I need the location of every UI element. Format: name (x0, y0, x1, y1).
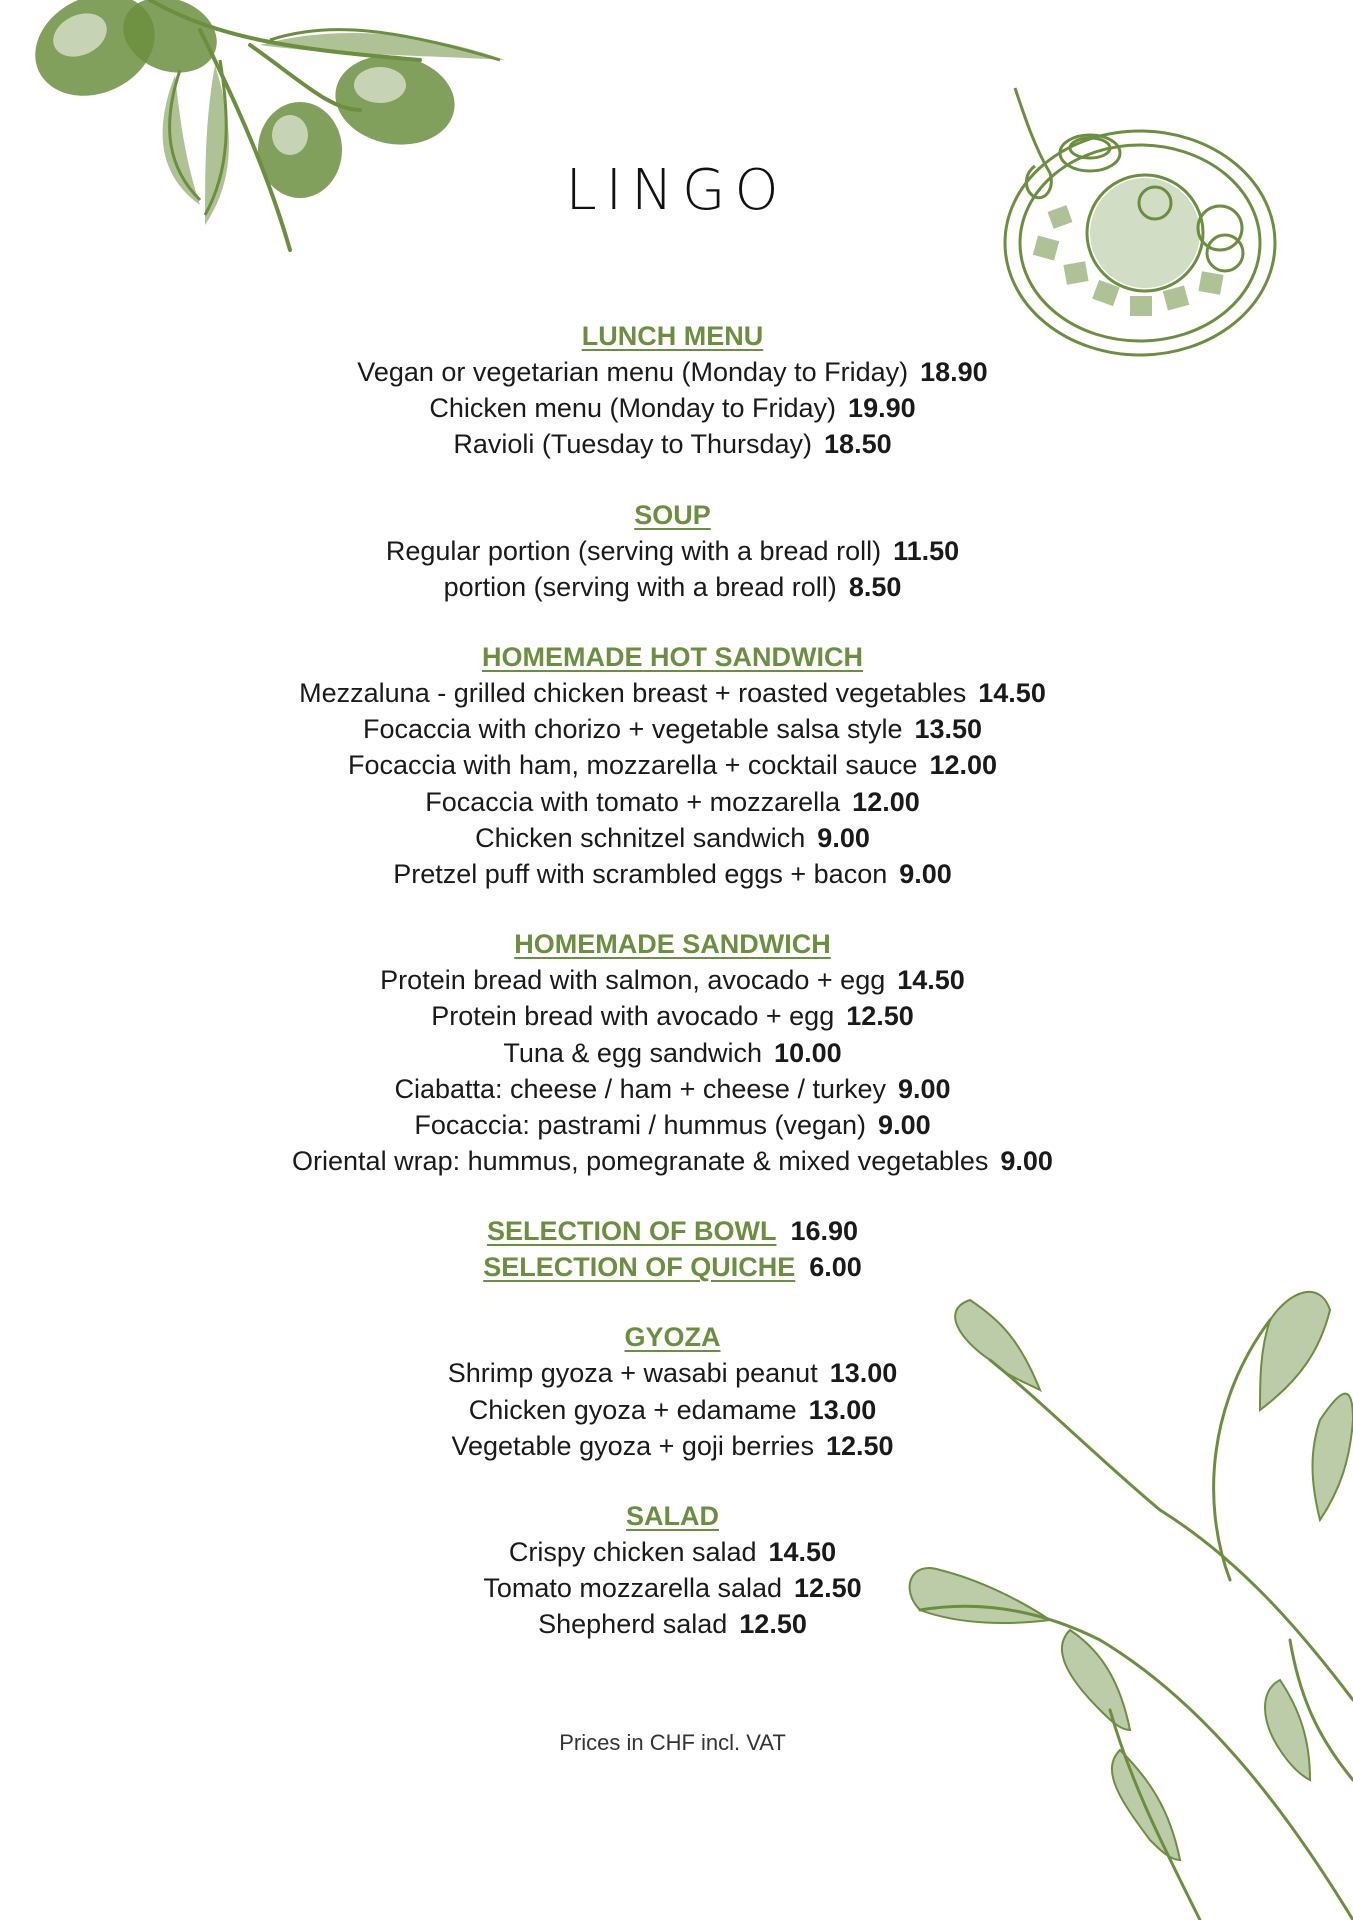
item-price: 9.00 (899, 859, 952, 890)
item-price: 12.50 (739, 1609, 807, 1640)
item-name: Shrimp gyoza + wasabi peanut (447, 1358, 818, 1389)
menu-item (0, 1071, 1345, 1107)
menu-item (0, 962, 1345, 998)
section-heading: SELECTION OF QUICHE (483, 1252, 796, 1283)
item-name: Chicken gyoza + edamame (468, 1394, 797, 1425)
item-name: portion (serving with a bread roll) (443, 571, 837, 602)
menu-item (0, 747, 1345, 783)
item-price: 18.50 (824, 429, 892, 460)
item-name: Tomato mozzarella salad (483, 1573, 783, 1604)
section-lunch-menu (0, 318, 1345, 463)
item-name: Protein bread with salmon, avocado + egg (380, 965, 886, 996)
section-gyoza (0, 1319, 1345, 1464)
menu-list (0, 318, 1345, 1677)
item-price: 19.90 (848, 393, 916, 424)
menu-item (0, 856, 1345, 892)
item-name: Chicken schnitzel sandwich (475, 822, 806, 853)
item-price: 6.00 (809, 1252, 862, 1283)
item-price: 13.00 (808, 1394, 877, 1425)
item-price: 12.50 (794, 1573, 862, 1604)
item-name: Ciabatta: cheese / ham + cheese / turkey (394, 1073, 886, 1104)
item-price: 14.50 (768, 1537, 837, 1568)
item-name: Oriental wrap: hummus, pomegranate & mixed vegetables (292, 1146, 989, 1177)
item-price: 10.00 (774, 1037, 842, 1068)
menu-item (0, 354, 1345, 390)
menu-item (0, 390, 1345, 426)
item-price: 18.90 (920, 357, 988, 387)
item-name: Focaccia with ham, mozzarella + cocktail sauce (347, 750, 918, 781)
menu-item (0, 1428, 1345, 1464)
item-name: Mezzaluna - grilled chicken breast + roasted vegetables (299, 678, 967, 709)
menu-item (0, 784, 1345, 820)
item-name: Pretzel puff with scrambled eggs + bacon (393, 859, 888, 890)
section-heading: SELECTION OF BOWL (486, 1216, 777, 1247)
section-heading: HOMEMADE HOT SANDWICH (482, 642, 863, 673)
item-name: Crispy chicken salad (508, 1537, 757, 1568)
item-price: 13.50 (914, 714, 983, 745)
menu-item (0, 1143, 1345, 1179)
item-price: 9.00 (897, 1073, 951, 1104)
item-price: 9.00 (817, 822, 870, 853)
item-price: 8.50 (848, 571, 902, 602)
item-price: 12.50 (846, 1001, 914, 1032)
section-homemade-sandwich (0, 926, 1345, 1179)
item-name: Protein bread with avocado + egg (431, 1001, 835, 1032)
menu-item (0, 1606, 1345, 1642)
restaurant-title: LINGO (565, 158, 788, 223)
section-salad (0, 1498, 1345, 1643)
menu-item (0, 1035, 1345, 1071)
menu-item (0, 1107, 1345, 1143)
item-price: 9.00 (1000, 1146, 1053, 1177)
menu-item (0, 675, 1345, 711)
section-selections (0, 1213, 1345, 1285)
item-name: Chicken menu (Monday to Friday) (429, 393, 837, 424)
selection-bowl (0, 1213, 1345, 1249)
section-heading: SOUP (634, 499, 711, 530)
section-homemade-hot-sandwich (0, 639, 1345, 892)
item-name: Tuna & egg sandwich (503, 1037, 763, 1068)
item-price: 12.00 (852, 786, 920, 817)
menu-item (0, 1392, 1345, 1428)
menu-item (0, 711, 1345, 747)
item-name: Regular portion (serving with a bread roll) (385, 535, 882, 566)
section-heading: SALAD (626, 1501, 719, 1532)
item-price: 14.50 (978, 678, 1046, 709)
item-price: 12.00 (929, 750, 998, 781)
item-name: Vegetable gyoza + goji berries (451, 1430, 814, 1461)
menu-item (0, 820, 1345, 856)
item-name: Ravioli (Tuesday to Thursday) (453, 429, 813, 460)
item-name: Shepherd salad (538, 1609, 728, 1640)
section-heading: GYOZA (624, 1322, 721, 1353)
menu-item (0, 1355, 1345, 1391)
price-note: Prices in CHF incl. VAT (559, 1730, 786, 1755)
item-price: 12.50 (825, 1430, 894, 1461)
menu-item (0, 426, 1345, 462)
menu-item (0, 1570, 1345, 1606)
section-heading: LUNCH MENU (581, 321, 764, 351)
item-name: Focaccia with tomato + mozzarella (425, 786, 841, 817)
menu-item (0, 998, 1345, 1034)
item-price: 16.90 (790, 1216, 859, 1247)
menu-item (0, 1534, 1345, 1570)
selection-quiche (0, 1249, 1345, 1285)
menu-item (0, 533, 1345, 569)
item-price: 11.50 (893, 535, 960, 566)
item-name: Vegan or vegetarian menu (Monday to Friday) (357, 357, 909, 387)
menu-item (0, 569, 1345, 605)
item-price: 13.00 (829, 1358, 898, 1389)
section-heading: HOMEMADE SANDWICH (514, 929, 831, 960)
item-price: 14.50 (897, 965, 965, 996)
item-name: Focaccia: pastrami / hummus (vegan) (414, 1110, 867, 1141)
item-name: Focaccia with chorizo + vegetable salsa style (362, 714, 903, 745)
section-soup (0, 497, 1345, 605)
item-price: 9.00 (878, 1110, 931, 1141)
